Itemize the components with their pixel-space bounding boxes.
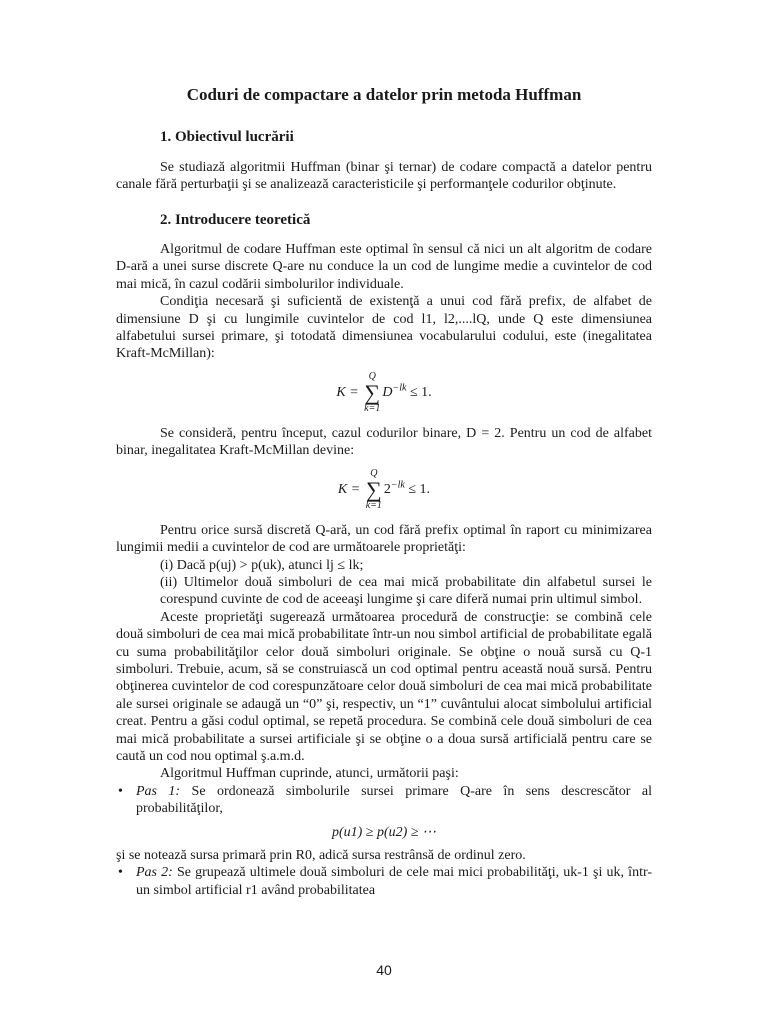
step-1-label: Pas 1: [136,783,181,799]
formula-lhs: K = [336,385,359,401]
paragraph-construction-procedure: Aceste proprietăţi sugerează următoarea procedură de construcţie: se combină cele două simboluri de cea mai mică probabilitate într-un nou simbol artificial de probabilitate egală cu suma probabilităţilor celor două simboluri originale. Se obţine o nouă sursă cu Q-1 simboluri. Trebuie, acum, să se construiască un cod optimal pentru această nouă sursă. Pentru obţinerea cuvintelor de cod corespunzătoare celor două simboluri de cea mai mică probabilitate ale sursei originale se adaugă un “0” şi, respectiv, un “1” cuvântului alocat simbolului artificial creat. Pentru a găsi codul optimal, se repetă procedura. Se combină cele două simboluri de cea mai mică probabilitate a sursei artificiale şi se obţine o a doua sursă artificială pentru care se caută un cod nou optimal ş.a.m.d. [116,609,652,764]
property-i: (i) Dacă p(uj) > p(uk), atunci lj ≤ lk; [160,557,364,573]
step-2-label: Pas 2: [136,865,173,881]
step-1-text: Se ordonează simbolurile sursei primare Q-are în sens descrescător al probabilităţilor, [136,783,652,817]
document-title: Coduri de compactare a datelor prin metoda Huffman [186,85,582,104]
formula-exponent: −lk [390,479,405,491]
formula-exponent: −lk [392,382,407,394]
paragraph-r0-note: şi se notează sursa primară prin R0, adică sursa restrânsă de ordinul zero. [116,848,526,863]
section-1-heading: 1. Obiectivul lucrării [160,129,294,146]
step-2-text: Se grupează ultimele două simboluri de cele mai mici probabilităţi, uk-1 şi uk, într-un simbol artificial r1 având probabilitatea [136,865,652,898]
paragraph-huffman-optimal: Algoritmul de codare Huffman este optimal în sensul că nici un alt algoritm de codare D-ară a unei surse discrete Q-are nu conduce la un cod de lungime medie a cuvintelor de cod mai mică, în cazul codării simbolurilor individuale. [116,242,652,292]
formula-term: D [382,385,393,401]
formula-kraft-mcmillan [116,371,652,415]
summation-symbol: Q ∑ k=1 [364,370,381,414]
formula-term: 2 [383,481,391,497]
formula-ordering: p(u1) ≥ p(u2) ≥ ⋯ [331,824,436,840]
section-1-paragraph: Se studiază algoritmii Huffman (binar şi ternar) de codare compactă a datelor pentru canale fără perturbaţii şi se analizează caracteristicile şi performanţele codurilor obţinute. [116,159,652,193]
paragraph-binary-case: Se consideră, pentru început, cazul codurilor binare, D = 2. Pentru un cod de alfabet binar, inegalitatea Kraft-McMillan devine: [116,425,652,459]
step-2-item [116,864,652,899]
page-number: 40 [376,962,392,978]
formula-rhs: ≤ 1. [408,481,431,497]
document-page [116,86,652,899]
step-1-item [116,783,652,818]
paragraph-steps-intro: Algoritmul Huffman cuprinde, atunci, următorii paşi: [160,766,459,782]
property-ii: (ii) Ultimelor două simboluri de cea mai mică probabilitate din alfabetul sursei le corespund cuvinte de cod de aceeaşi lungime şi care diferă numai prin ultimul simbol. [160,574,652,608]
formula-lhs: K = [337,481,361,497]
paragraph-properties-intro: Pentru orice sursă discretă Q-ară, un cod fără prefix optimal în raport cu minimizarea lungimii medii a cuvintelor de cod are următoarele proprietăţi: [116,522,652,556]
formula-kraft-binary [116,468,652,512]
section-2-heading: 2. Introducere teoretică [160,211,311,228]
formula-rhs: ≤ 1. [409,385,432,401]
paragraph-kraft-condition: Condiţia necesară şi suficientă de existenţă a unui cod fără prefix, de alfabet de dimensiune D şi cu lungimile cuvintelor de cod l1, l2,....lQ, unde Q este dimensiunea alfabetului sursei primare, şi totodată dimensiunea vocabularului codului, este (inegalitatea Kraft-McMillan): [116,294,652,362]
summation-symbol: Q ∑ k=1 [365,467,382,511]
